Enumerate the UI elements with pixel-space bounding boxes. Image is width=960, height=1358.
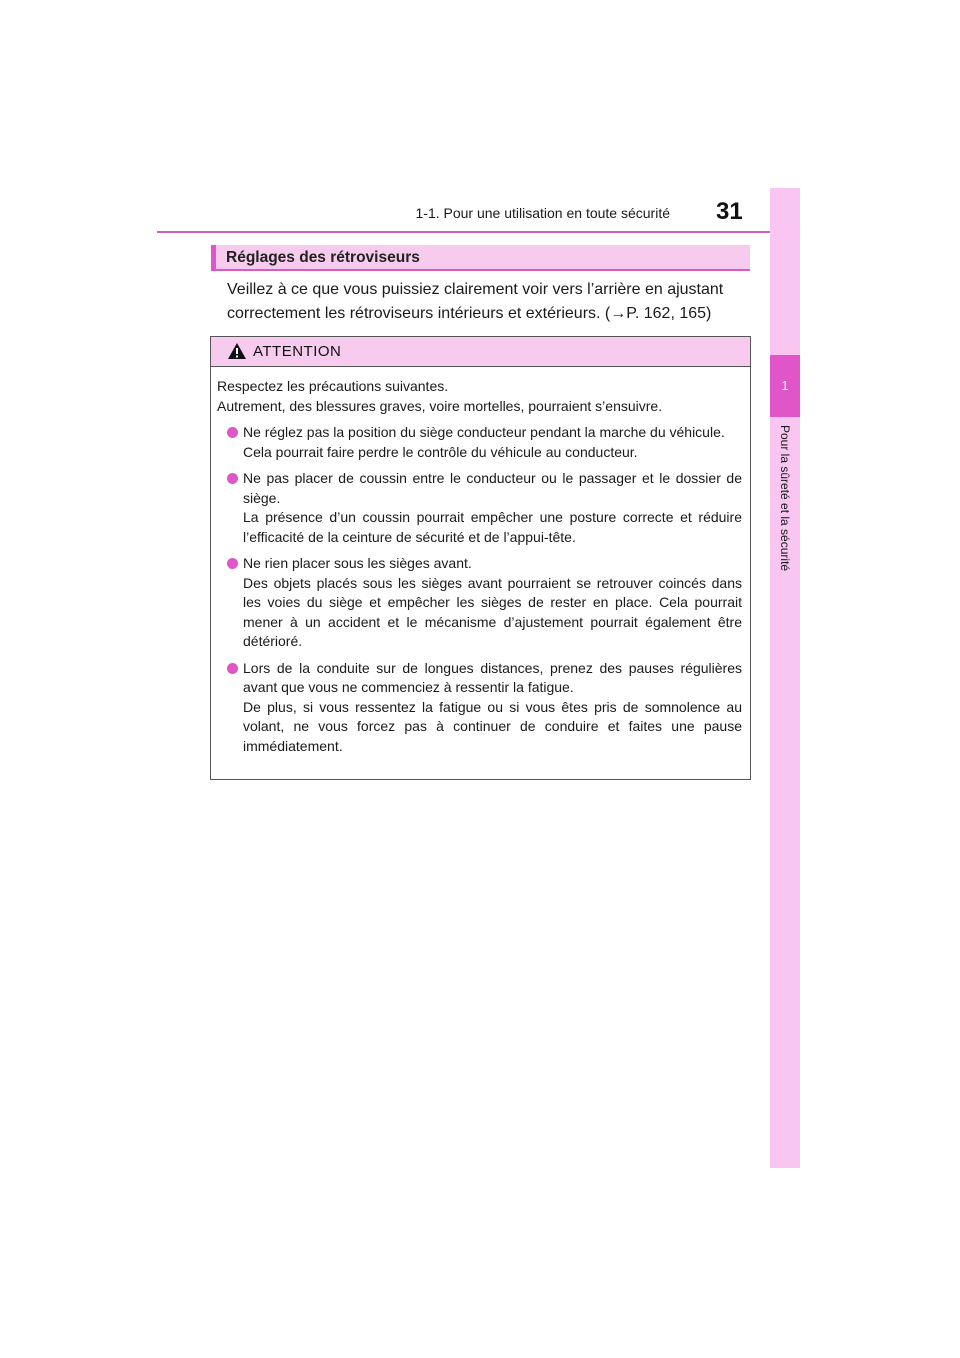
page-number: 31: [716, 198, 743, 225]
attention-box: [210, 336, 751, 780]
section-heading: [211, 245, 750, 271]
section-intro: Veillez à ce que vous puissiez clairement voir vers l’arrière en ajustant correctement les rétroviseurs intérieurs et extérieurs. (→P. 162, 165): [227, 281, 724, 322]
attention-item-title: Ne réglez pas la position du siège conducteur pendant la marche du véhicule.: [243, 424, 725, 440]
chapter-side-tab: [770, 188, 800, 1168]
section-heading-text: Réglages des rétroviseurs: [226, 249, 420, 266]
attention-intro-line: Respectez les précautions suivantes.: [217, 378, 449, 394]
attention-intro-line: Autrement, des blessures graves, voire mortelles, pourraient s’ensuivre.: [217, 397, 663, 414]
attention-item-detail: De plus, si vous ressentez la fatigue ou si vous êtes pris de somnolence au volant, ne vous forcez pas à continuer de conduire et faites une pause immédiatement.: [243, 698, 742, 754]
attention-header: [211, 337, 750, 367]
attention-item-title: Ne pas placer de coussin entre le conducteur ou le passager et le dossier de siège.: [243, 470, 742, 506]
attention-item: [217, 423, 742, 462]
running-header-section: 1-1. Pour une utilisation en toute sécurité: [415, 205, 670, 221]
bullet-icon: [227, 473, 238, 484]
chapter-label-wrap: [776, 425, 794, 615]
attention-item: [217, 469, 742, 547]
attention-item-detail: La présence d’un coussin pourrait empêcher une posture correcte et réduire l’efficacité de la ceinture de sécurité et de l’appui-tête.: [243, 509, 742, 545]
attention-title: ATTENTION: [253, 343, 342, 360]
attention-item-title: Ne rien placer sous les sièges avant.: [243, 555, 472, 571]
bullet-icon: [227, 663, 238, 674]
attention-item: [217, 659, 742, 757]
header-rule: [157, 231, 800, 233]
attention-item-detail: Cela pourrait faire perdre le contrôle du véhicule au conducteur.: [243, 443, 638, 460]
attention-item: [217, 554, 742, 652]
bullet-icon: [227, 558, 238, 569]
chapter-label: Pour la sûreté et la sécurité: [778, 425, 792, 572]
warning-icon: [227, 342, 247, 360]
attention-body: [211, 367, 750, 756]
chapter-number: 1: [781, 378, 789, 393]
bullet-icon: [227, 427, 238, 438]
attention-item-detail: Des objets placés sous les sièges avant pourraient se retrouver coincés dans les voies du siège et empêcher les sièges de rester en place. Cela pourrait mener à un accident et le mécanisme d’ajustement pourrait également être détérioré.: [243, 574, 742, 649]
attention-item-title: Lors de la conduite sur de longues distances, prenez des pauses régulières avant que vous ne commenciez à ressentir la fatigue.: [243, 659, 742, 695]
